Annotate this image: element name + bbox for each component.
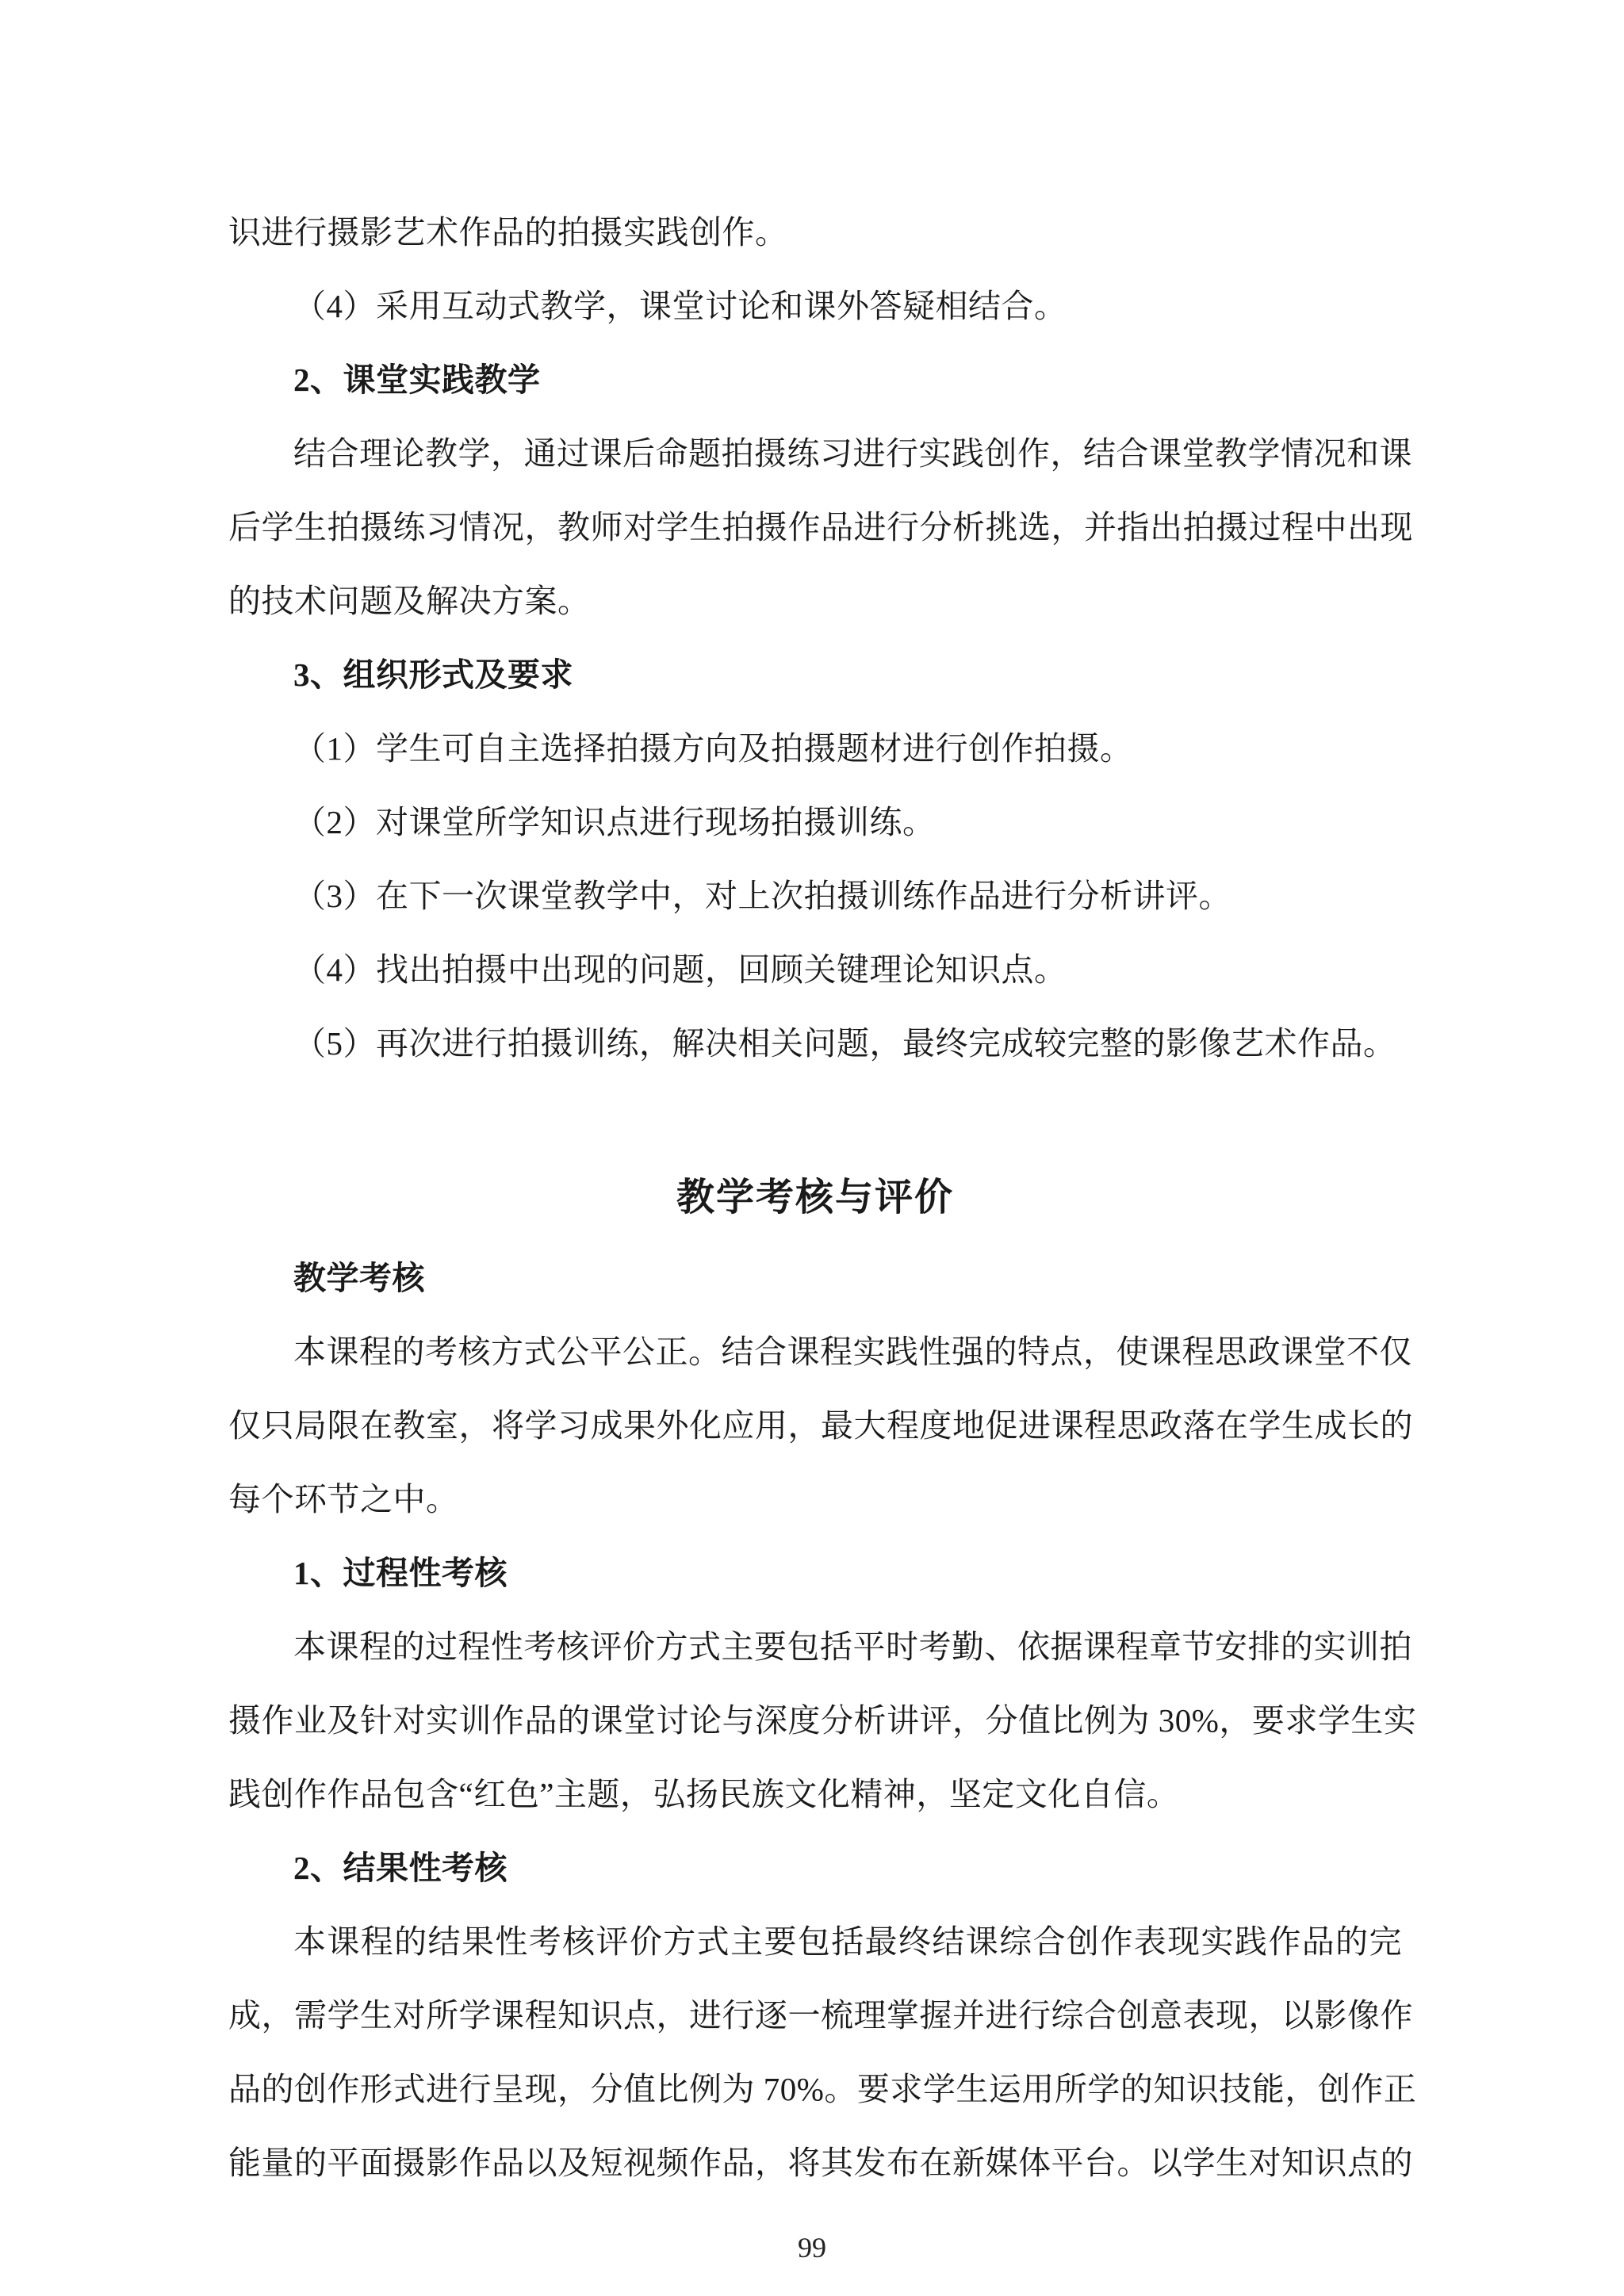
body-line: （4）采用互动式教学，课堂讨论和课外答疑相结合。	[293, 288, 1067, 324]
body-line: 能量的平面摄影作品以及短视频作品，将其发布在新媒体平台。以学生对知识点的	[228, 2145, 1413, 2181]
body-line: （5）再次进行拍摄训练，解决相关问题，最终完成较完整的影像艺术作品。	[293, 1025, 1396, 1062]
body-line: 本课程的过程性考核评价方式主要包括平时考勤、依据课程章节安排的实训拍	[293, 1628, 1412, 1665]
page-footer	[0, 2220, 1624, 2275]
body-line: 识进行摄影艺术作品的拍摄实践创作。	[228, 214, 788, 251]
body-line: （3）在下一次课堂教学中，对上次拍摄训练作品进行分析讲评。	[293, 878, 1231, 914]
body-line: 的技术问题及解决方案。	[228, 583, 591, 619]
subheading-line: 1、过程性考核	[293, 1555, 508, 1591]
subheading-line: 3、组织形式及要求	[293, 656, 573, 693]
document-content	[228, 196, 1417, 2200]
body-line: 每个环节之中。	[228, 1481, 459, 1517]
body-line: 本课程的结果性考核评价方式主要包括最终结课综合创作表现实践作品的完	[293, 1923, 1402, 1960]
body-line: 后学生拍摄练习情况，教师对学生拍摄作品进行分析挑选，并指出拍摄过程中出现	[228, 509, 1413, 545]
subheading-line: 2、结果性考核	[293, 1850, 508, 1886]
subheading-line: 教学考核	[293, 1260, 425, 1296]
body-line: 本课程的考核方式公平公正。结合课程实践性强的特点，使课程思政课堂不仅	[293, 1334, 1412, 1370]
body-line: 仅只局限在教室，将学习成果外化应用，最大程度地促进课程思政落在学生成长的	[228, 1407, 1413, 1444]
body-line: 践创作作品包含“红色”主题，弘扬民族文化精神，坚定文化自信。	[228, 1776, 1180, 1812]
subheading-line: 2、课堂实践教学	[293, 362, 541, 398]
body-line: （1）学生可自主选择拍摄方向及拍摄题材进行创作拍摄。	[293, 730, 1133, 767]
section-heading: 教学考核与评价	[676, 1177, 954, 1219]
body-line: （4）找出拍摄中出现的问题，回顾关键理论知识点。	[293, 951, 1067, 988]
body-line: 品的创作形式进行呈现，分值比例为 70%。要求学生运用所学的知识技能，创作正	[228, 2071, 1417, 2107]
body-line: 成，需学生对所学课程知识点，进行逐一梳理掌握并进行综合创意表现，以影像作	[228, 1997, 1413, 2034]
body-line: 结合理论教学，通过课后命题拍摄练习进行实践创作，结合课堂教学情况和课	[293, 435, 1412, 472]
blank-line	[228, 1081, 1402, 1154]
body-line: 摄作业及针对实训作品的课堂讨论与深度分析讲评，分值比例为 30%，要求学生实	[228, 1702, 1417, 1739]
page-number: 99	[798, 2232, 826, 2263]
body-line: （2）对课堂所学知识点进行现场拍摄训练。	[293, 804, 936, 840]
